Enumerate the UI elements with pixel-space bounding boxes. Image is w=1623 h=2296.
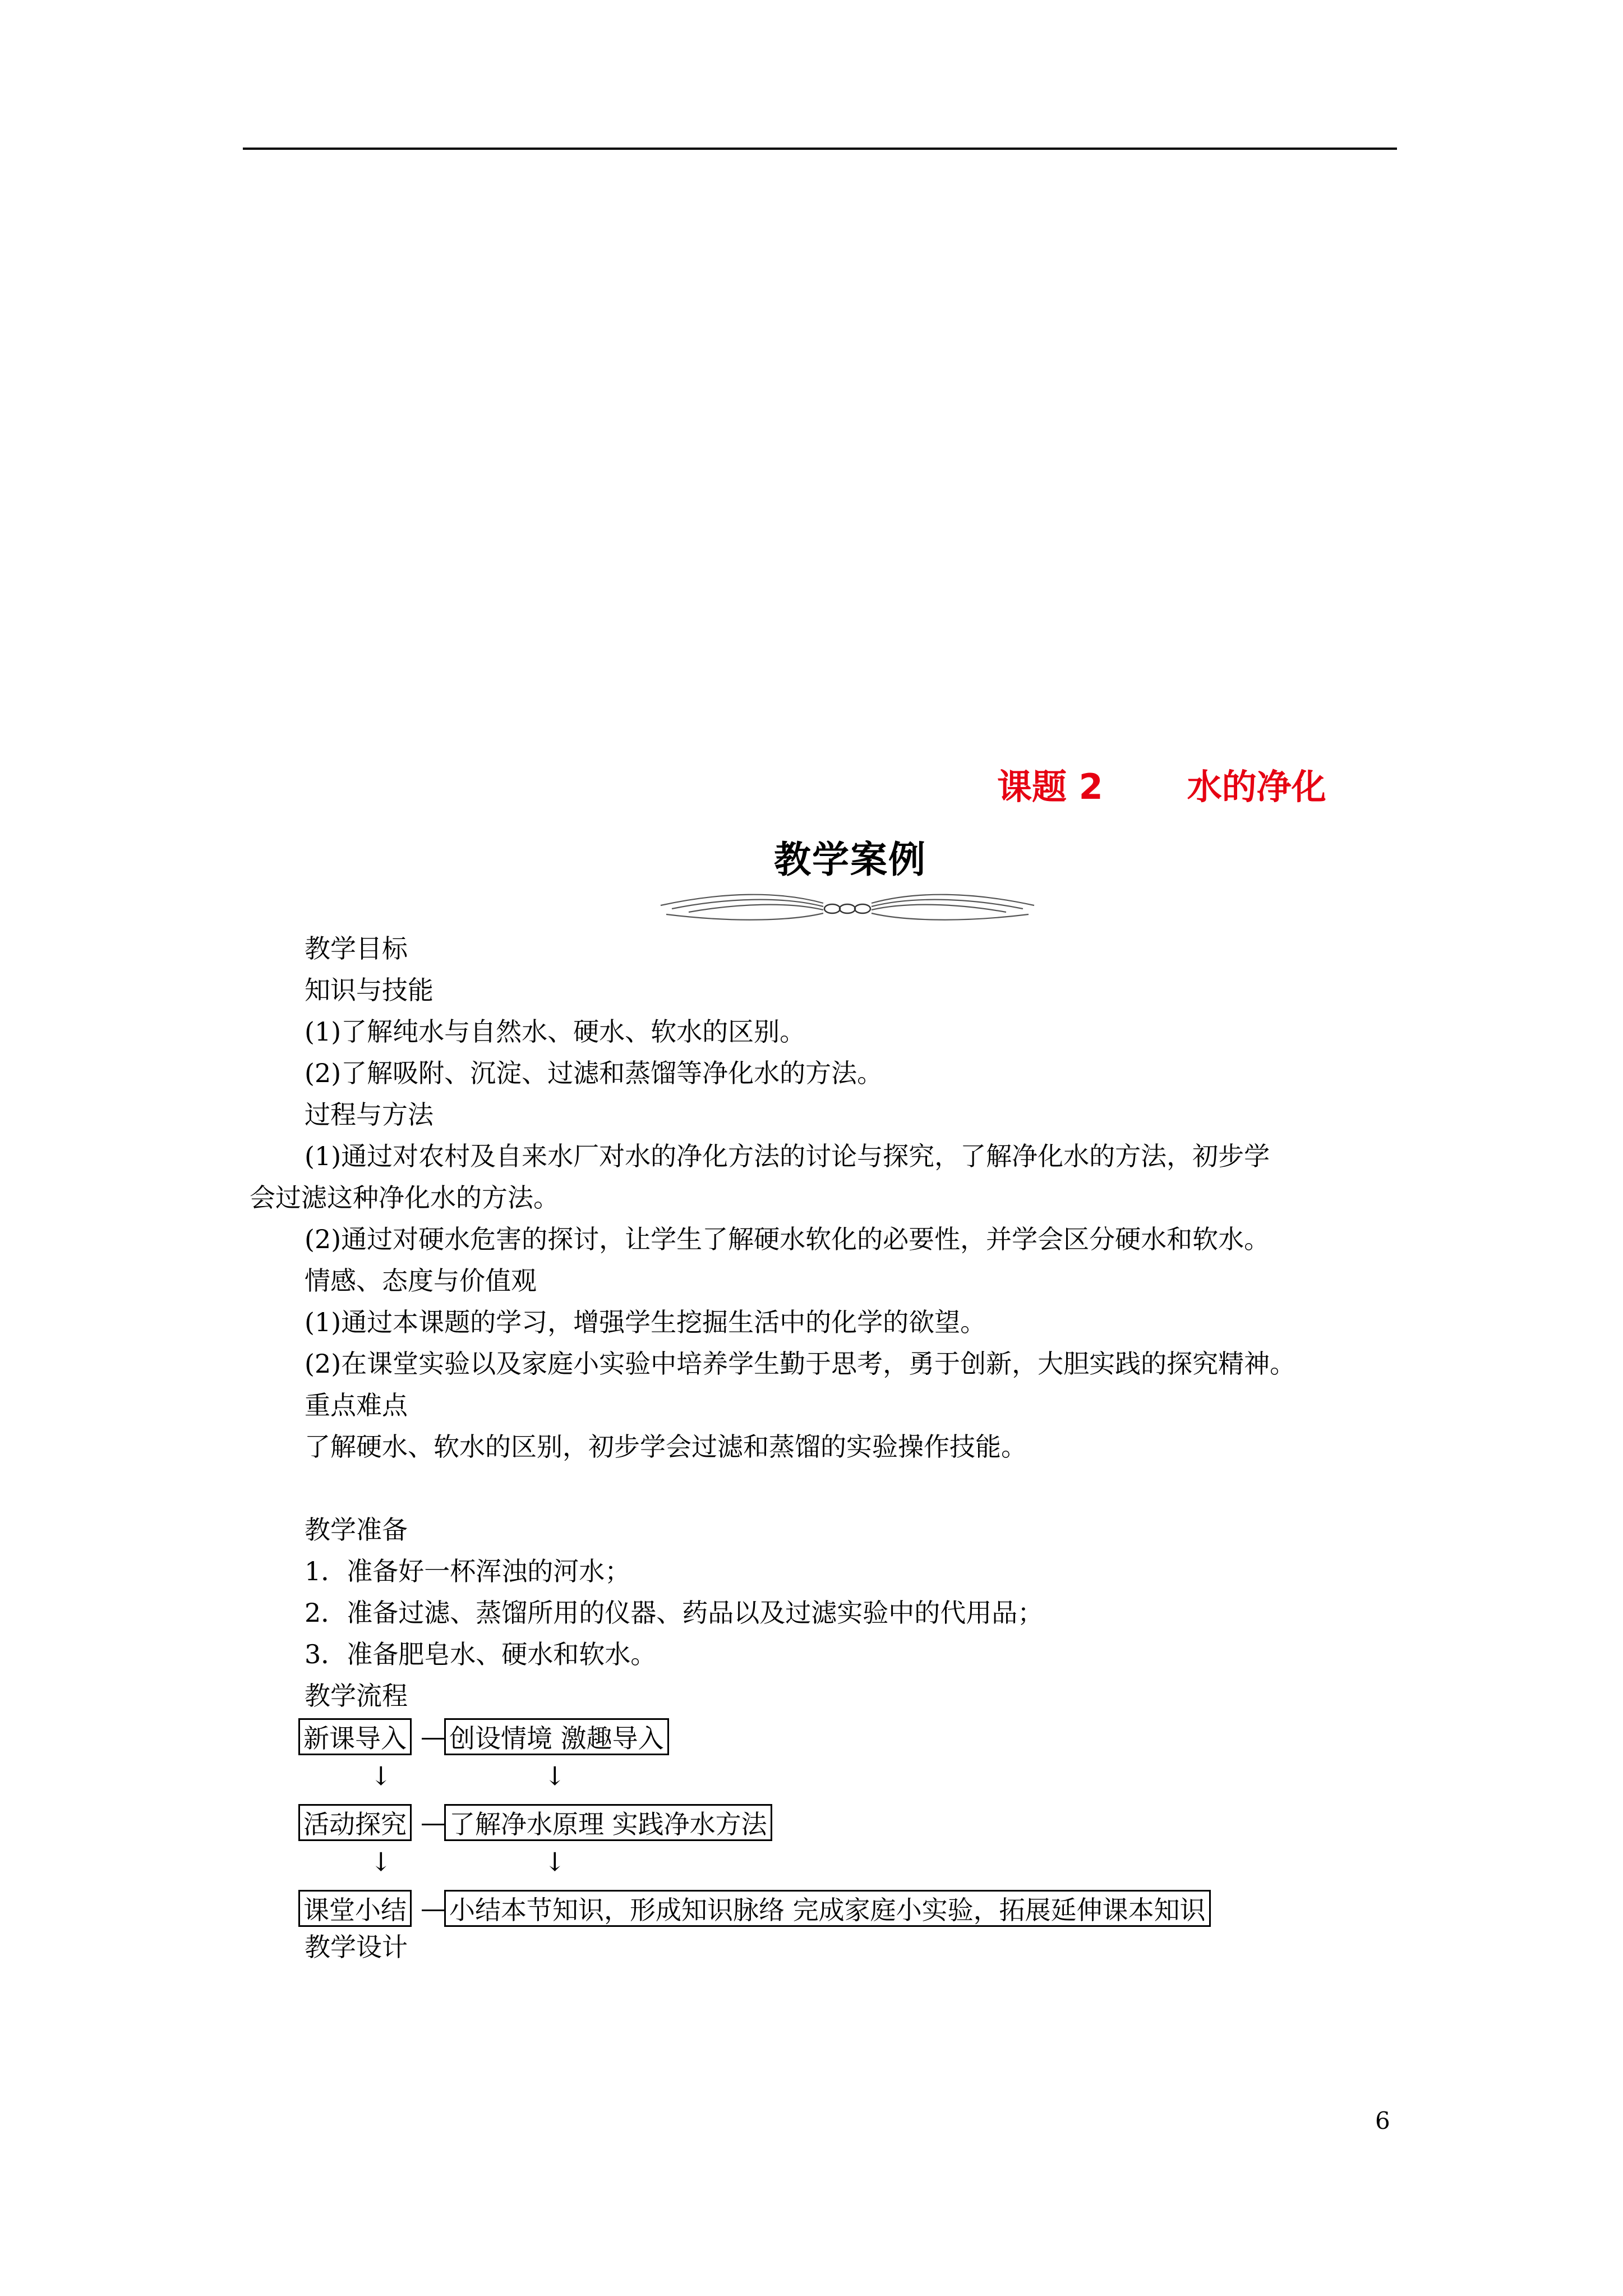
preparation-item-2: 2．准备过滤、蒸馏所用的仪器、药品以及过滤实验中的代用品； (305, 1598, 1044, 1628)
emotion-item-2: (2)在课堂实验以及家庭小实验中培养学生勤于思考，勇于创新，大胆实践的探究精神。 (305, 1349, 1296, 1379)
flow-connector-1 (422, 1738, 444, 1740)
emotion-item-1: (1)通过本课题的学习，增强学生挖掘生活中的化学的欲望。 (305, 1307, 986, 1337)
flow-connector-3 (422, 1910, 444, 1911)
header-rule (243, 148, 1397, 150)
lesson-title (997, 766, 1326, 807)
page-number: 6 (1375, 2107, 1390, 2134)
flow-connector-2 (422, 1824, 444, 1825)
knowledge-item-1: (1)了解纯水与自然水、硬水、软水的区别。 (305, 1016, 806, 1047)
preparation-item-3: 3．准备肥皂水、硬水和软水。 (305, 1639, 657, 1669)
process-item-2: (2)通过对硬水危害的探讨，让学生了解硬水软化的必要性，并学会区分硬水和软水。 (305, 1224, 1270, 1254)
flow-arrow-down-icon: ↓ (370, 1761, 392, 1791)
section-title: 教学案例 (774, 838, 926, 881)
key-points-text: 了解硬水、软水的区别，初步学会过滤和蒸馏的实验操作技能。 (305, 1432, 1027, 1462)
title-ornament (655, 886, 1040, 926)
process-heading: 过程与方法 (305, 1099, 434, 1130)
flow-activity-1: 创设情境 激趣导入 (444, 1718, 669, 1755)
flow-activity-2: 了解净水原理 实践净水方法 (444, 1804, 772, 1841)
process-item-1-line-2: 会过滤这种净化水的方法。 (250, 1182, 559, 1213)
flow-activity-3: 小结本节知识，形成知识脉络 完成家庭小实验，拓展延伸课本知识 (444, 1890, 1211, 1927)
process-item-1-line-1: (1)通过对农村及自来水厂对水的净化方法的讨论与探究，了解净化水的方法，初步学 (305, 1141, 1270, 1171)
flow-stage-2: 活动探究 (298, 1804, 412, 1841)
emotion-heading: 情感、态度与价值观 (305, 1266, 537, 1296)
lesson-topic-title: 水的净化 (1187, 766, 1326, 807)
flow-arrow-down-icon: ↓ (544, 1761, 566, 1791)
flow-stage-3: 课堂小结 (298, 1890, 412, 1927)
design-heading: 教学设计 (305, 1932, 408, 1962)
preparation-heading: 教学准备 (305, 1515, 408, 1545)
flow-arrow-down-icon: ↓ (370, 1847, 392, 1877)
flow-stage-1: 新课导入 (298, 1718, 412, 1755)
knowledge-item-2: (2)了解吸附、沉淀、过滤和蒸馏等净化水的方法。 (305, 1058, 883, 1088)
flow-heading: 教学流程 (305, 1681, 408, 1711)
lesson-topic-label: 课题 2 (997, 766, 1103, 807)
key-points-heading: 重点难点 (305, 1390, 408, 1420)
flow-arrow-down-icon: ↓ (544, 1847, 566, 1877)
preparation-item-1: 1．准备好一杯浑浊的河水； (305, 1556, 631, 1586)
goals-heading: 教学目标 (305, 933, 408, 964)
knowledge-heading: 知识与技能 (305, 975, 434, 1005)
